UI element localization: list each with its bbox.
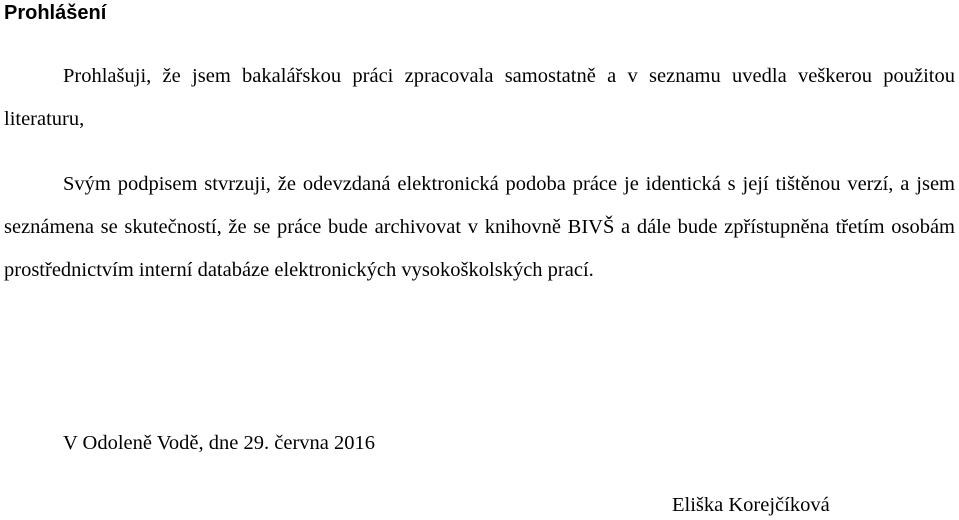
declaration-paragraph-archiving: Svým podpisem stvrzuji, že odevzdaná elektronická podoba práce je identická s její tištěnou verzí, a jsem seznámena se skutečností, že se práce bude archivovat v knihovně BIVŠ a dále bude zpřístupněna třetím osobám prostřednictvím interní databáze elektronických vysokoškolských prací. bbox=[4, 173, 955, 281]
place-and-date: V Odoleně Vodě, dne 29. června 2016 bbox=[63, 432, 375, 454]
author-signature-name: Eliška Korejčíková bbox=[672, 494, 830, 516]
declaration-paragraph-authorship: Prohlašuji, že jsem bakalářskou práci zpracovala samostatně a v seznamu uvedla veškerou použitou literaturu, bbox=[4, 65, 955, 130]
declaration-heading: Prohlášení bbox=[4, 2, 107, 24]
